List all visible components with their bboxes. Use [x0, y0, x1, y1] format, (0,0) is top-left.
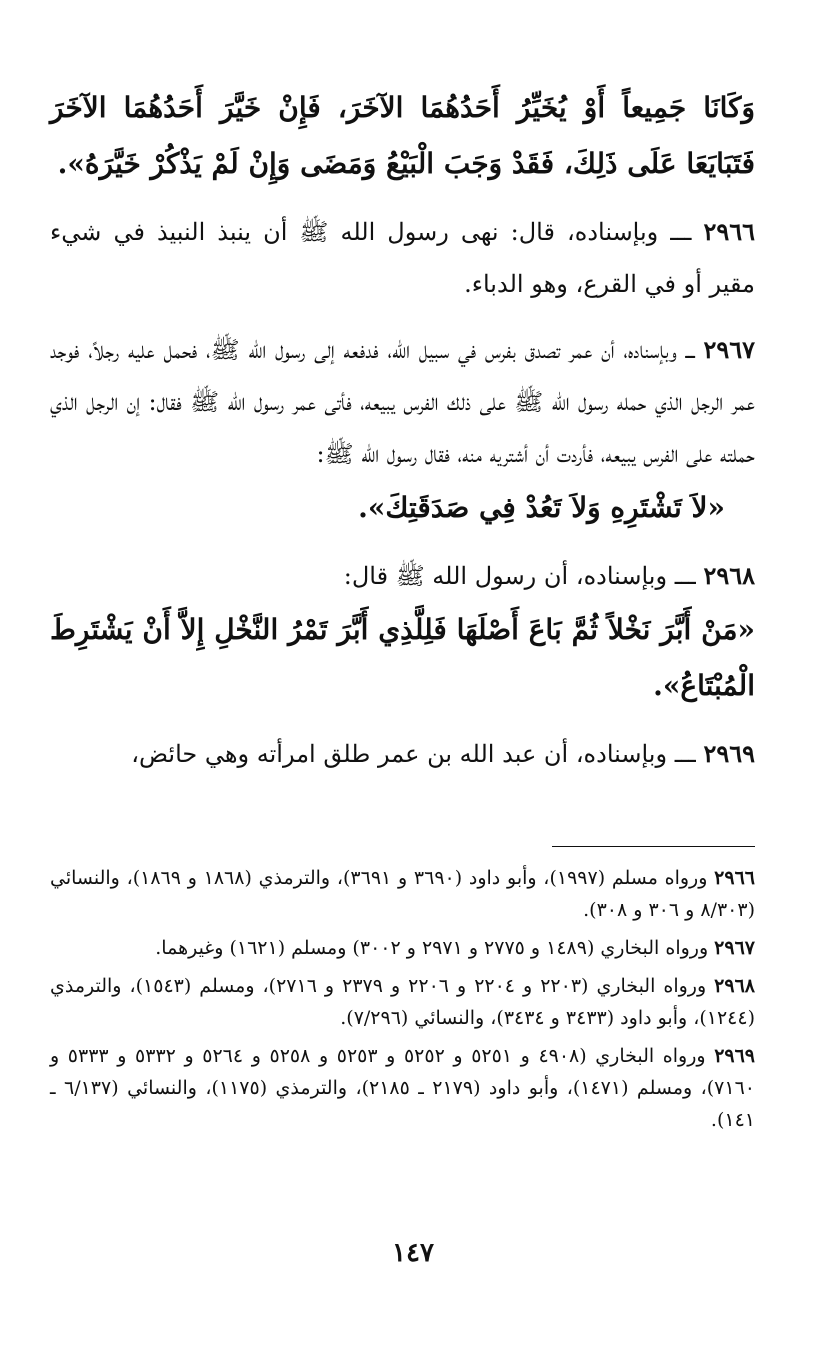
hadith-number: ٢٩٦٧	[703, 335, 755, 364]
footnote-number: ٢٩٦٦	[714, 867, 755, 889]
footnote-text: ورواه مسلم (١٩٩٧)، وأبو داود (٣٦٩٠ و ٣٦٩١)، والترمذي (١٨٦٨ و ١٨٦٩)، والنسائي (٨/٣٠٣ و ٣٠٦ و ٣٠٨).	[50, 867, 755, 921]
page-body	[50, 80, 755, 780]
hadith-2967	[50, 324, 755, 480]
footnotes	[50, 862, 755, 1142]
hadith-2966	[50, 206, 755, 310]
hadith-text: ـــ وبإسناده، قال: نهى رسول الله ﷺ أن ينبذ النبيذ في شيء مقير أو في القرع، وهو الدباء.	[50, 218, 755, 298]
footnote-divider	[552, 846, 755, 847]
continuation-text	[50, 80, 755, 192]
hadith-quote: «مَنْ أَبَّرَ نَخْلاً ثُمَّ بَاعَ أَصْلَهَا فَلِلَّذِي أَبَّرَ تَمْرُ النَّخْلِ إِلاَّ أَنْ يَشْتَرِطَ الْمُبْتَاعُ».	[50, 613, 755, 702]
footnote-2966	[50, 862, 755, 926]
hadith-number: ٢٩٦٨	[703, 561, 755, 590]
continuation-line-1: وَكَانَا جَمِيعاً أَوْ يُخَيِّرُ أَحَدُهُمَا الآخَرَ، فَإِنْ خَيَّرَ أَحَدُهُمَا الآخَرَ فَتَبَايَعَا	[50, 91, 755, 180]
continuation-line-2: عَلَى ذَلِكَ، فَقَدْ وَجَبَ الْبَيْعُ وَمَضَى وَإِنْ لَمْ يَذْكُرْ خَيَّرَهُ».	[57, 147, 677, 180]
hadith-2969	[50, 728, 755, 780]
hadith-number: ٢٩٦٩	[703, 739, 755, 768]
hadith-2968	[50, 550, 755, 602]
hadith-text: ـــ وبإسناده، أن رسول الله ﷺ قال:	[343, 562, 696, 590]
page-number: ١٤٧	[392, 1238, 434, 1268]
footnote-number: ٢٩٦٧	[714, 937, 755, 959]
footnote-text: ورواه البخاري (٤٩٠٨ و ٥٢٥١ و ٥٢٥٢ و ٥٢٥٣ و ٥٢٥٨ و ٥٢٦٤ و ٥٣٣٢ و ٥٣٣٣ و ٧١٦٠)، ومسلم (١٤٧١)، وأبو داود (٢١٧٩ ـ ٢١٨٥)، والترمذي (١١٧٥)، والنسائي (٦/١٣٧ ـ ١٤١).	[50, 1045, 755, 1131]
hadith-text: ـــ وبإسناده، أن عبد الله بن عمر طلق امرأته وهي حائض،	[131, 740, 696, 768]
footnote-number: ٢٩٦٨	[714, 975, 755, 997]
hadith-quote: «لاَ تَشْتَرِهِ وَلاَ تَعُدْ فِي صَدَقَتِكَ».	[358, 491, 725, 524]
footnote-2967	[50, 932, 755, 964]
footnote-text: ورواه البخاري (١٤٨٩ و ٢٧٧٥ و ٢٩٧١ و ٣٠٠٢) ومسلم (١٦٢١) وغيرهما.	[155, 937, 709, 959]
hadith-number: ٢٩٦٦	[703, 217, 755, 246]
hadith-text: ـــ وبإسناده، أن عمر تصدق بفرس في سبيل الله، فدفعه إلى رسول الله ﷺ، فحمل عليه رجلاً، فوجد عمر الرجل الذي حمله رسول الله ﷺ على ذلك الفرس يبيعه، فأتى عمر رسول الله ﷺ فقال: إن الرجل الذي حملته على الفرس يبيعه، فأردت أن أشتريه منه، فقال رسول الله ﷺ:	[50, 336, 755, 468]
footnote-2968	[50, 970, 755, 1034]
footnote-text: ورواه البخاري (٢٢٠٣ و ٢٢٠٤ و ٢٢٠٦ و ٢٣٧٩ و ٢٧١٦)، ومسلم (١٥٤٣)، والترمذي (١٢٤٤)، وأبو داود (٣٤٣٣ و ٣٤٣٤)، والنسائي (٧/٢٩٦).	[50, 975, 755, 1029]
footnote-number: ٢٩٦٩	[714, 1045, 756, 1067]
footnote-2969	[50, 1040, 755, 1136]
